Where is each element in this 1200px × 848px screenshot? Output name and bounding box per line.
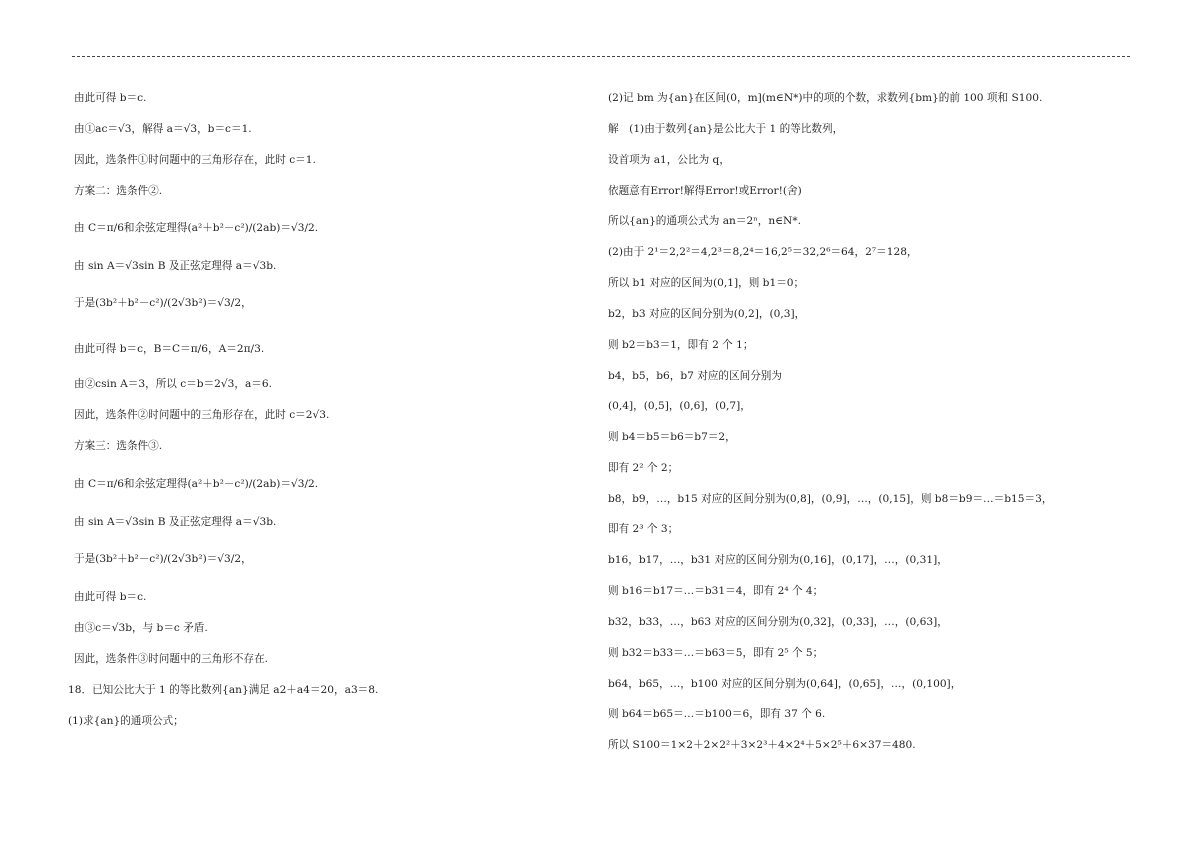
text-line: 由 sin A＝√3sin B 及正弦定理得 a＝√3b.	[74, 516, 277, 528]
text-line: b32，b33，…，b63 对应的区间分别为(0,32]，(0,33]，…，(0,63]，	[608, 616, 948, 628]
text-line: 所以 b1 对应的区间为(0,1]，则 b1＝0；	[608, 277, 805, 289]
text-line: b16，b17，…，b31 对应的区间分别为(0,16]，(0,17]，…，(0,31]，	[608, 554, 948, 566]
text-line: 依题意有Error!解得Error!或Error!(舍)	[608, 185, 802, 197]
formula-line: 于是(3b²＋b²－c²)/(2√3b²)＝√3/2，	[74, 297, 252, 309]
text-line: 即有 2² 个 2；	[608, 462, 679, 474]
text-line: 由③c＝√3b，与 b＝c 矛盾.	[74, 622, 208, 634]
text-line: 则 b32＝b33＝…＝b63＝5，即有 2⁵ 个 5；	[608, 647, 824, 659]
formula-line: 于是(3b²＋b²－c²)/(2√3b²)＝√3/2，	[74, 553, 252, 565]
text-line: 由此可得 b＝c.	[74, 591, 147, 603]
text-line: 即有 2³ 个 3；	[608, 523, 679, 535]
text-line: 则 b4＝b5＝b6＝b7＝2，	[608, 431, 736, 443]
question-18: 18．已知公比大于 1 的等比数列{an}满足 a2＋a4＝20，a3＝8.	[68, 684, 379, 696]
solution-start: 解 (1)由于数列{an}是公比大于 1 的等比数列，	[608, 123, 844, 135]
text-line: b8，b9，…，b15 对应的区间分别为(0,8]，(0,9]，…，(0,15]，则 b8＝b9＝…＝b15＝3，	[608, 493, 1053, 505]
formula-line: 由 C＝π/6和余弦定理得(a²＋b²－c²)/(2ab)＝√3/2.	[74, 222, 319, 234]
text-line: 所以{an}的通项公式为 an＝2ⁿ，n∈N*.	[608, 215, 801, 227]
text-line: 方案二：选条件②.	[74, 185, 163, 197]
text-line: 因此，选条件③时问题中的三角形不存在.	[74, 653, 269, 665]
text-line: 由②csin A＝3，所以 c＝b＝2√3，a＝6.	[74, 378, 273, 390]
question-18-part-1: (1)求{an}的通项公式；	[68, 715, 184, 727]
formula-line: 由 C＝π/6和余弦定理得(a²＋b²－c²)/(2ab)＝√3/2.	[74, 478, 319, 490]
text-line: 则 b16＝b17＝…＝b31＝4，即有 2⁴ 个 4；	[608, 585, 824, 597]
formula-line: 由此可得 b＝c，B＝C＝π/6，A＝2π/3.	[74, 343, 265, 355]
text-line: (0,4]，(0,5]，(0,6]，(0,7]，	[608, 400, 751, 412]
text-line: 设首项为 a1，公比为 q，	[608, 154, 730, 166]
text-line: 则 b2＝b3＝1，即有 2 个 1；	[608, 339, 754, 351]
text-line: 由①ac＝√3，解得 a＝√3，b＝c＝1.	[74, 123, 252, 135]
text-line: b64，b65，…，b100 对应的区间分别为(0,64]，(0,65]，…，(0,100]，	[608, 678, 962, 690]
text-line: 则 b64＝b65＝…＝b100＝6，即有 37 个 6.	[608, 708, 826, 720]
question-18-part-2: (2)记 bm 为{an}在区间(0，m](m∈N*)中的项的个数，求数列{bm}的前 100 项和 S100.	[608, 92, 1043, 104]
text-line: 因此，选条件②时问题中的三角形存在，此时 c＝2√3.	[74, 409, 330, 421]
text-line: b4，b5，b6，b7 对应的区间分别为	[608, 370, 782, 382]
final-answer: 所以 S100＝1×2＋2×2²＋3×2³＋4×2⁴＋5×2⁵＋6×37＝480.	[608, 739, 916, 751]
text-line: (2)由于 2¹＝2,2²＝4,2³＝8,2⁴＝16,2⁵＝32,2⁶＝64，2⁷＝128，	[608, 246, 918, 258]
text-line: 方案三：选条件③.	[74, 440, 163, 452]
text-line: 由 sin A＝√3sin B 及正弦定理得 a＝√3b.	[74, 260, 277, 272]
text-line: 由此可得 b＝c.	[74, 92, 147, 104]
text-line: 因此，选条件①时问题中的三角形存在，此时 c＝1.	[74, 154, 316, 166]
text-line: b2，b3 对应的区间分别为(0,2]，(0,3]，	[608, 308, 806, 320]
top-dashed-rule	[72, 56, 1130, 57]
